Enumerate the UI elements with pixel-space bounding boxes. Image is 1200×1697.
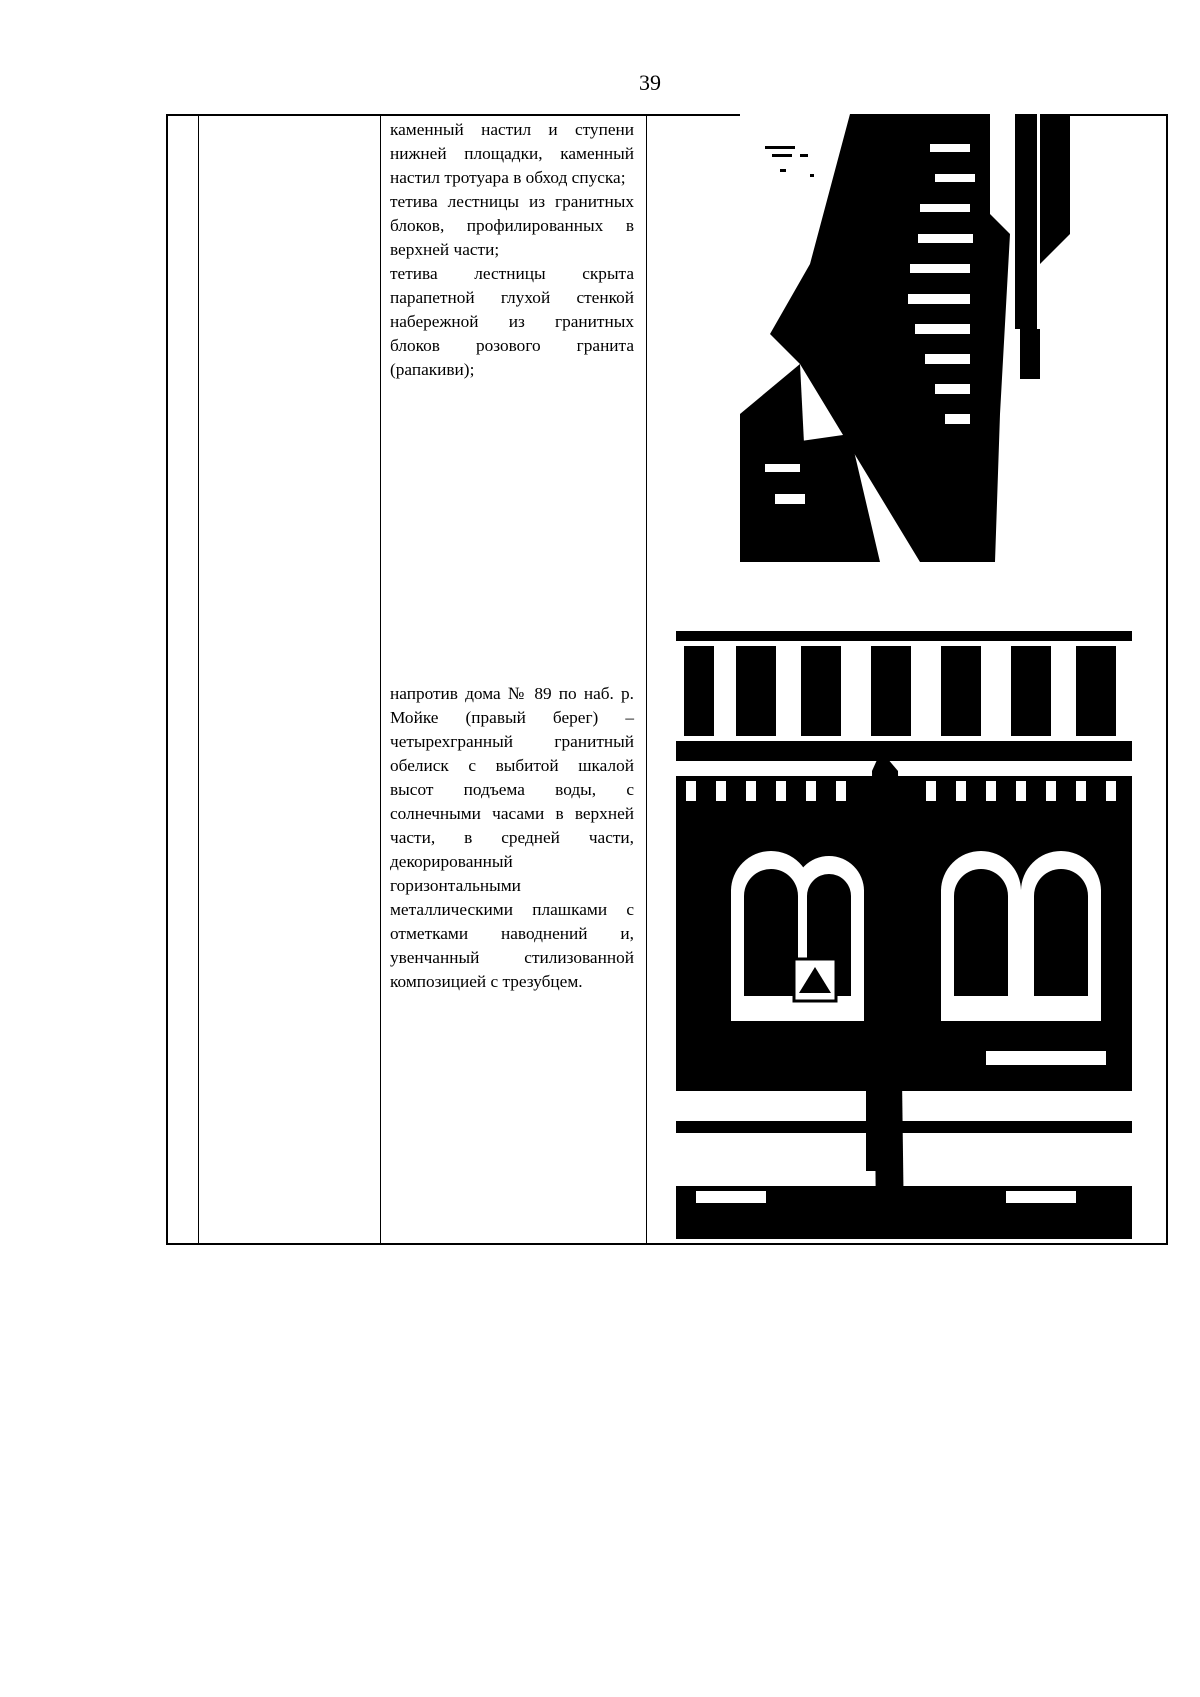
- column-divider: [380, 116, 381, 1243]
- column-divider: [646, 116, 647, 1243]
- column-divider: [198, 116, 199, 1243]
- description-top: [390, 118, 634, 382]
- description-item: тетива лестницы из гранитных блоков, профилированных в верхней части;: [390, 192, 634, 259]
- description-item: каменный настил и ступени нижней площадки, каменный настил тротуара в обход спуска;: [390, 120, 634, 187]
- obelisk-photo: [676, 631, 1132, 1239]
- page-number: 39: [639, 70, 661, 95]
- staircase-photo: [740, 114, 1070, 562]
- description-bottom: напротив дома № 89 по наб. р. Мойке (правый берег) – четырехгранный гранитный обелиск с выбитой шкалой высот подъема воды, с солнечными часами в верхней части, в средней части, декорированный горизонтальными металлическими плашками с отметками наводнений и, увенчанный стилизованной композицией с трезубцем.: [390, 684, 634, 991]
- description-item: тетива лестницы скрыта парапетной глухой стенкой набережной из гранитных блоков розового гранита (рапакиви);: [390, 264, 634, 379]
